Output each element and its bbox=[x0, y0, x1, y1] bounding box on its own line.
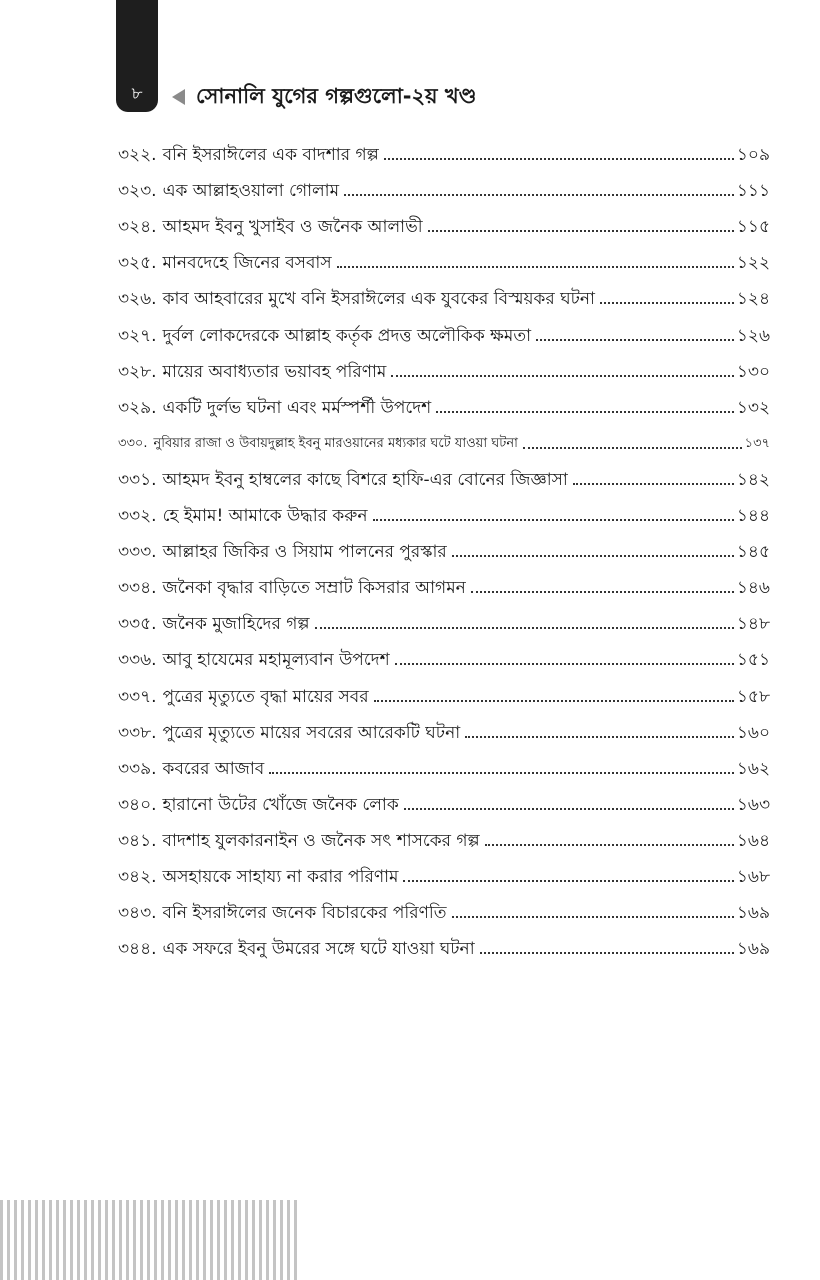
toc-entry-title: হারানো উটের খোঁজে জনৈক লোক bbox=[162, 794, 399, 815]
dot-leader bbox=[373, 519, 734, 521]
toc-entry-title: আহমদ ইবনু হাম্বলের কাছে বিশরে হাফি-এর বোনের জিজ্ঞাসা bbox=[162, 469, 568, 490]
toc-entry bbox=[118, 347, 770, 383]
dot-leader bbox=[465, 736, 734, 738]
toc-entry-page: ১৬৮ bbox=[736, 866, 770, 887]
toc-entry-page: ১১১ bbox=[736, 181, 770, 202]
toc-entry-page: ১৪২ bbox=[736, 469, 770, 490]
toc-entry-page: ১৫১ bbox=[736, 650, 770, 671]
toc-entry bbox=[118, 599, 770, 635]
toc-entry-title: নুবিয়ার রাজা ও উবায়দুল্লাহ ইবনু মারওয়ানের মধ্যকার ঘটে যাওয়া ঘটনা bbox=[153, 435, 518, 451]
barcode-strip bbox=[0, 1200, 297, 1280]
toc-entry-title: পুত্রের মৃত্যুতে মায়ের সবরের আরেকটি ঘটনা bbox=[162, 722, 461, 743]
toc-entry-title: একটি দুর্লভ ঘটনা এবং মর্মস্পর্শী উপদেশ bbox=[162, 397, 432, 418]
toc-entry-number: ৩২৩. bbox=[118, 181, 157, 202]
toc-entry-number: ৩৩১. bbox=[118, 469, 157, 490]
toc-entry bbox=[118, 780, 770, 816]
toc-entry bbox=[118, 419, 770, 455]
toc-entry-number: ৩২৫. bbox=[118, 253, 157, 274]
toc-entry bbox=[118, 202, 770, 238]
toc-entry-number: ৩৩৯. bbox=[118, 758, 157, 779]
toc-entry-page: ১৬৩ bbox=[736, 794, 770, 815]
toc-entry bbox=[118, 744, 770, 780]
toc-entry bbox=[118, 708, 770, 744]
dot-leader bbox=[428, 230, 734, 232]
toc-entry-page: ১৪৬ bbox=[736, 578, 770, 599]
toc-entry-number: ৩৩৮. bbox=[118, 722, 157, 743]
toc-entry-number: ৩২৬. bbox=[118, 289, 157, 310]
toc-entry-page: ১৪৫ bbox=[736, 542, 770, 563]
toc-entry-page: ১৪৪ bbox=[736, 506, 770, 527]
dot-leader bbox=[337, 266, 734, 268]
toc-entry-page: ১৩০ bbox=[736, 361, 770, 382]
running-header-title: সোনালি যুগের গল্পগুলো-২য় খণ্ড bbox=[196, 84, 477, 108]
toc-entry bbox=[118, 924, 770, 960]
toc-entry-number: ৩৩২. bbox=[118, 506, 157, 527]
toc-entry-title: জনৈকা বৃদ্ধার বাড়িতে সম্রাট কিসরার আগমন bbox=[162, 578, 466, 599]
toc-entry-page: ১২২ bbox=[736, 253, 770, 274]
toc-entry-page: ১৬২ bbox=[736, 758, 770, 779]
toc-entry-number: ৩৩০. bbox=[118, 435, 148, 451]
toc-entry bbox=[118, 671, 770, 707]
toc-entry bbox=[118, 888, 770, 924]
toc-entry-page: ১৬৪ bbox=[736, 830, 770, 851]
toc-entry bbox=[118, 635, 770, 671]
toc-entry-title: আহমদ ইবনু খুসাইব ও জনৈক আলাভী bbox=[162, 217, 423, 238]
toc-entry bbox=[118, 383, 770, 419]
toc-entry bbox=[118, 527, 770, 563]
toc-entry-page: ১৫৮ bbox=[736, 686, 770, 707]
dot-leader bbox=[315, 627, 734, 629]
toc-entry bbox=[118, 310, 770, 346]
toc-entry bbox=[118, 274, 770, 310]
toc-entry-title: পুত্রের মৃত্যুতে বৃদ্ধা মায়ের সবর bbox=[162, 686, 369, 707]
toc-entry-number: ৩৪৩. bbox=[118, 903, 157, 924]
toc-entry-number: ৩৩৬. bbox=[118, 650, 157, 671]
toc-entry-title: আবু হাযেমের মহামূল্যবান উপদেশ bbox=[162, 650, 390, 671]
toc-entry-number: ৩৩৩. bbox=[118, 542, 157, 563]
toc-entry-number: ৩৪০. bbox=[118, 794, 157, 815]
toc-entry-page: ১০৯ bbox=[736, 145, 770, 166]
toc-entry-title: এক আল্লাহওয়ালা গোলাম bbox=[162, 181, 340, 202]
dot-leader bbox=[395, 663, 734, 665]
dot-leader bbox=[436, 411, 734, 413]
toc-entry-number: ৩৩৪. bbox=[118, 578, 157, 599]
toc-entry-number: ৩২৯. bbox=[118, 397, 157, 418]
toc-entry-page: ১৩৭ bbox=[744, 435, 770, 451]
page-number: ৮ bbox=[131, 84, 143, 104]
table-of-contents bbox=[118, 130, 770, 960]
toc-entry bbox=[118, 166, 770, 202]
dot-leader bbox=[344, 194, 734, 196]
toc-entry-title: দুর্বল লোকদেরকে আল্লাহ কর্তৃক প্রদত্ত অলৌকিক ক্ষমতা bbox=[162, 325, 532, 346]
toc-entry-title: হে ইমাম! আমাকে উদ্ধার করুন bbox=[162, 506, 368, 527]
dot-leader bbox=[485, 844, 734, 846]
toc-entry-title: জনৈক মুজাহিদের গল্প bbox=[162, 614, 310, 635]
toc-entry-number: ৩২৪. bbox=[118, 217, 157, 238]
toc-entry-page: ১২৪ bbox=[736, 289, 770, 310]
toc-entry-page: ১৬৯ bbox=[736, 939, 770, 960]
toc-entry-number: ৩২২. bbox=[118, 145, 157, 166]
dot-leader bbox=[573, 483, 734, 485]
toc-entry-title: মায়ের অবাধ্যতার ভয়াবহ পরিণাম bbox=[162, 361, 387, 382]
dot-leader bbox=[600, 302, 734, 304]
toc-entry-title: অসহায়কে সাহায্য না করার পরিণাম bbox=[162, 866, 399, 887]
toc-entry-title: বনি ইসরাঈলের এক বাদশার গল্প bbox=[162, 145, 379, 166]
dot-leader bbox=[404, 808, 734, 810]
toc-entry-title: এক সফরে ইবনু উমরের সঙ্গে ঘটে যাওয়া ঘটনা bbox=[162, 939, 475, 960]
toc-entry-page: ১৩২ bbox=[736, 397, 770, 418]
toc-entry-number: ৩৪৪. bbox=[118, 939, 157, 960]
toc-entry bbox=[118, 563, 770, 599]
toc-entry-page: ১৬০ bbox=[736, 722, 770, 743]
toc-entry-title: বাদশাহ যুলকারনাইন ও জনৈক সৎ শাসকের গল্প bbox=[162, 830, 480, 851]
toc-entry-number: ৩৩৭. bbox=[118, 686, 157, 707]
dot-leader bbox=[403, 880, 733, 882]
toc-entry-number: ৩৪২. bbox=[118, 866, 157, 887]
toc-entry-number: ৩২৭. bbox=[118, 325, 157, 346]
toc-entry-title: কবরের আজাব bbox=[162, 758, 265, 779]
dot-leader bbox=[523, 447, 742, 449]
dot-leader bbox=[452, 555, 734, 557]
dot-leader bbox=[374, 700, 734, 702]
dot-leader bbox=[384, 158, 734, 160]
toc-entry-title: মানবদেহে জিনের বসবাস bbox=[162, 253, 332, 274]
toc-entry-page: ১৪৮ bbox=[736, 614, 770, 635]
dot-leader bbox=[536, 339, 734, 341]
dot-leader bbox=[480, 952, 734, 954]
toc-entry-title: বনি ইসরাঈলের জনেক বিচারকের পরিণতি bbox=[162, 903, 447, 924]
toc-entry-page: ১১৫ bbox=[736, 217, 770, 238]
toc-entry bbox=[118, 852, 770, 888]
toc-entry bbox=[118, 130, 770, 166]
dot-leader bbox=[269, 772, 734, 774]
toc-entry-number: ৩৩৫. bbox=[118, 614, 157, 635]
toc-entry-page: ১২৬ bbox=[736, 325, 770, 346]
dot-leader bbox=[452, 916, 734, 918]
toc-entry bbox=[118, 816, 770, 852]
toc-entry-number: ৩৪১. bbox=[118, 830, 157, 851]
toc-entry-page: ১৬৯ bbox=[736, 903, 770, 924]
triangle-left-icon bbox=[172, 89, 185, 105]
toc-entry bbox=[118, 238, 770, 274]
toc-entry bbox=[118, 455, 770, 491]
toc-entry-number: ৩২৮. bbox=[118, 361, 157, 382]
toc-entry-title: কাব আহবারের মুখে বনি ইসরাঈলের এক যুবকের বিস্ময়কর ঘটনা bbox=[162, 289, 595, 310]
toc-entry bbox=[118, 491, 770, 527]
toc-entry-title: আল্লাহর জিকির ও সিয়াম পালনের পুরস্কার bbox=[162, 542, 447, 563]
dot-leader bbox=[471, 591, 734, 593]
dot-leader bbox=[391, 375, 734, 377]
